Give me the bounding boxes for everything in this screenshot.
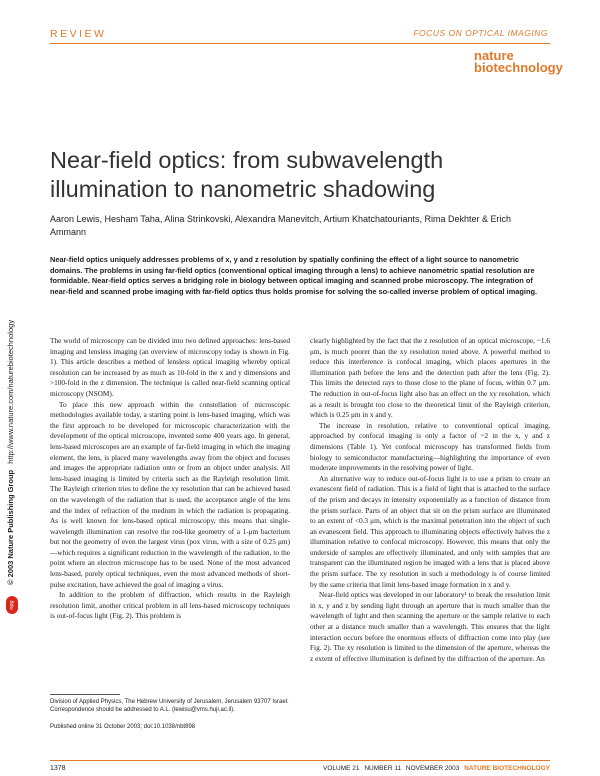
body-paragraph: An alternative way to reduce out-of-focus light is to use a prism to create an evanescent field of radiation. This is a field of light that is attached to the surface of the prism and decays in intensity exponentially as a function of distance from the prism surface. Parts of an object that sit on the prism surface are illuminated to an extent of <0.3 μm, which is the maximal penetration into the object of such an evanescent field. This approach to illuminating objects effectively halves the z illumination relative to confocal microscopy. However, this means that only the underside of samples are effectively illuminated, and only with samples that are transparent can the illuminated region be imaged with a lens that is placed above the prism surface. The xy resolution in such a methodology is of course limited by the same criteria that limit lens-based image formation in x and y. [310, 473, 550, 589]
journal-logo [474, 48, 563, 75]
focus-label: FOCUS ON OPTICAL IMAGING [413, 28, 548, 38]
body-paragraph: Near-field optics was developed in our laboratory¹ to break the resolution limit in x, y and z by sending light through an aperture that is much smaller than the wavelength of light and then scanning the aperture or the sample relative to each other at a distance much smaller than a wavelength. This ensures that the light interaction occurs before the enormous effects of diffraction come into play (see Fig. 2). The xy resolution is limited to the dimension of the aperture, whereas the z extent of effective illumination is defined by the diffraction of the aperture. An [310, 590, 550, 663]
footer-rule [50, 760, 550, 761]
footer-number: NUMBER 11 [364, 765, 402, 772]
body-paragraph: The world of microscopy can be divided into two defined approaches: lens-based imaging and lensless imaging (an overview of microscopy today is shown in Fig. 1). This article describes a method of lensless optical imaging whereby optical resolution can be increased by as much as 10-fold in the x and y dimensions and >100-fold in the z dimension. The technique is called near-field scanning optical microscopy (NSOM). [50, 336, 290, 398]
body-column-right [310, 336, 550, 664]
copyright-url[interactable]: http://www.nature.com/naturebiotechnology [6, 319, 15, 464]
footer-citation [320, 765, 550, 772]
publication-info: Published online 31 October 2003; doi:10.1038/nbt898 [50, 724, 196, 730]
npg-logo-text: npg [9, 600, 15, 610]
section-label: REVIEW [50, 28, 107, 40]
body-paragraph: In addition to the problem of diffraction, which results in the Rayleigh resolution limit, another critical problem in all lens-based microscopy techniques is out-of-focus light (Fig. 2). This problem is [50, 590, 290, 621]
footer-volume: VOLUME 21 [323, 765, 360, 772]
journal-logo-line2: biotechnology [474, 60, 563, 75]
header-rule [50, 43, 550, 44]
body-paragraph: clearly highlighted by the fact that the z resolution of an optical microscope, ~1.6 μm, is much poorer than the xy resolution noted above. A powerful method to reduce this interference is confocal imaging, which places apertures in the illumination path before the lens and the detection path after the lens (Fig. 2). This limits the detected rays to those close to the plane of focus, within 0.7 μm. The reduction in out-of-focus light also has an effect on the xy resolution, which as a result is brought too close to the theoretical limit of the Rayleigh criterion, which is 0.25 μm in x and y. [310, 336, 550, 420]
article-authors: Aaron Lewis, Hesham Taha, Alina Strinkovski, Alexandra Manevitch, Artium Khatchatouriants, Rima Dekhter & Erich Ammann [50, 214, 512, 237]
page-number: 1378 [50, 765, 66, 772]
footer-journal: NATURE BIOTECHNOLOGY [464, 765, 550, 772]
npg-logo-icon [6, 596, 18, 614]
footer-date: NOVEMBER 2003 [405, 765, 460, 772]
copyright-text: © 2003 Nature Publishing Group [6, 469, 15, 585]
copyright-sidebar [6, 105, 18, 585]
body-paragraph: To place this new approach within the constellation of microscopic methodologies available today, a starting point is lens-based imaging, which was the first approach to be developed for microscopic characterization with the development of the optical microscope, invented some 400 years ago. In general, lens-based microscopes are an example of far-field imaging in which the imaging element, the lens, is placed many wavelengths away from the object and focuses and images the appropriate radiation onto or from an object under analysis. All lens-based imaging is limited by criteria such as the Rayleigh resolution limit. The Rayleigh criterion tries to define the xy resolution that can be achieved based on the wavelength of the radiation that is used, the acceptance angle of the lens and the index of refraction of the medium in which the radiation is propagating. As is well known for lens-based optical microscopy, this means that single-wavelength illumination can resolve the rod-like geometry of a 1-μm bacterium but not the geometry of even the largest virus (pox virus, with a size of 0.25 μm)—which requires a significant reduction in the wavelength of the radiation, to the point where an electron microscope has to be used. None of the most advanced lens-based, purely optical techniques, even the most advanced methods of short-pulse excitation, have achieved the goal of imaging a virus. [50, 399, 290, 589]
affiliation-note: Division of Applied Physics, The Hebrew University of Jerusalem, Jerusalem 93707 Israel. Correspondence should be addressed to A.L. (lewisu@vms.huji.ac.il). [50, 699, 289, 713]
article-abstract: Near-field optics uniquely addresses problems of x, y and z resolution by spatially confining the effect of a light source to nanometric domains. The problems in using far-field optics (conventional optical imaging through a lens) to achieve nanometric spatial resolution are formidable. Near-field optics serves a bridging role in biology between optical imaging and scanned probe microscopy. The integration of near-field and scanned probe imaging with far-field optics thus holds promise for solving the so-called inverse problem of optical imaging. [50, 255, 538, 296]
journal-logo-line1: nature [474, 48, 514, 63]
article-title: Near-field optics: from subwavelength illumination to nanometric shadowing [50, 147, 444, 202]
body-column-left [50, 336, 290, 622]
footnote-rule [50, 694, 120, 695]
body-paragraph: The increase in resolution, relative to conventional optical imaging, approached by confocal imaging is only a factor of ~2 in the x, y and z dimensions (Table 1). Yet confocal microscopy has transformed fields from biology to semiconductor manufacturing—highlighting the importance of even moderate improvements in the resolving power of light. [310, 420, 550, 473]
